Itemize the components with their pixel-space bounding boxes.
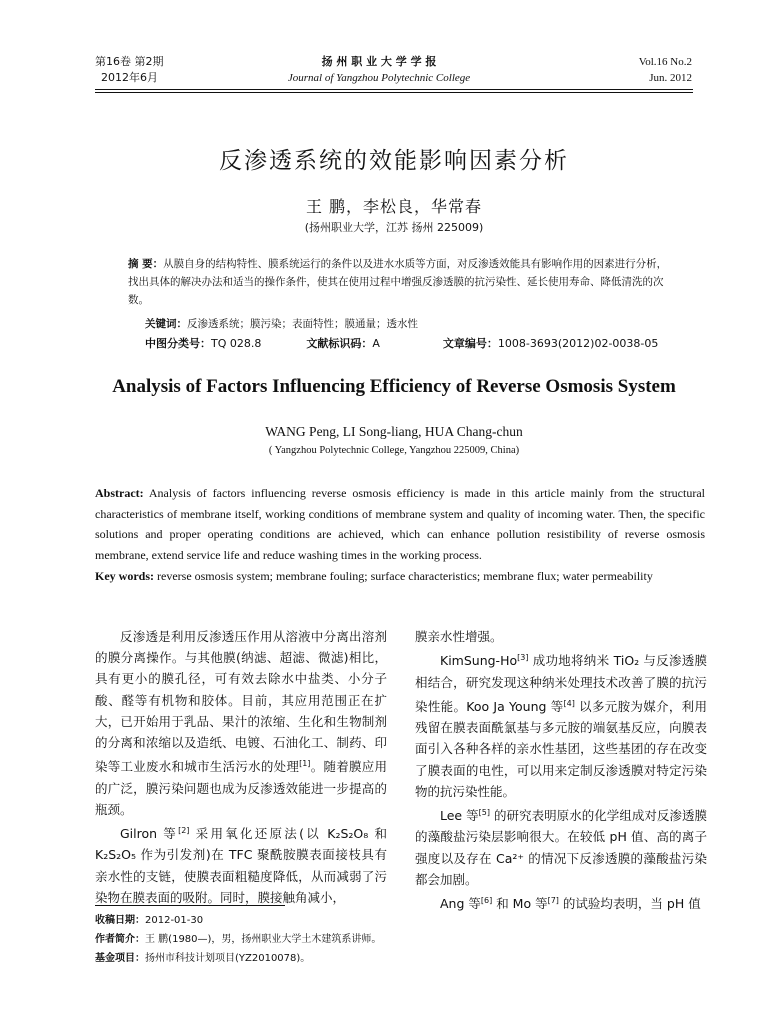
body-right-column bbox=[415, 626, 707, 914]
header-volume-en: Vol.16 No.2 bbox=[638, 56, 692, 68]
keywords-cn-text: 反渗透系统；膜污染；表面特性；膜通量；透水性 bbox=[187, 318, 418, 330]
keywords-en-text: reverse osmosis system; membrane fouling; surface characteristics; membrane flux; water permeability bbox=[154, 569, 653, 583]
abstract-en-label: Abstract: bbox=[95, 486, 144, 500]
body-right-paragraph-1: KimSung-Ho[3] 成功地将纳米 TiO₂ 与反渗透膜相结合，研究发现这种纳米处理技术改善了膜的抗污染性能。Koo Ja Young 等[4] 以多元胺为媒介，利用残留在膜表面酰氯基与多元胺的端氨基反应，向膜表面引入各种各样的亲水性基团，这些基团的存在改变了膜表面的电性，可以用来定制反渗透膜对特定污染物的抗污染性能。 bbox=[415, 653, 707, 799]
header-date-en: Jun. 2012 bbox=[649, 72, 692, 84]
abstract-en-text: Analysis of factors influencing reverse osmosis efficiency is made in this article mainly from the structural characteristics of membrane itself, working conditions of membrane system and quality of incoming water. Then, the specific solutions and proper operating conditions are achieved, which can enhance pollution resistibility of reverse osmosis membrane, extend service life and reduce washing times in the working process. bbox=[95, 486, 705, 562]
header-rule-top bbox=[95, 89, 693, 90]
abstract-cn-text: 从膜自身的结构特性、膜系统运行的条件以及进水水质等方面，对反渗透效能具有影响作用的因素进行分析，找出具体的解决办法和适当的操作条件，使其在使用过程中增强反渗透膜的抗污染性、延长使用寿命、降低清洗的次数。 bbox=[128, 258, 668, 306]
clc-value: TQ 028.8 bbox=[211, 337, 262, 350]
keywords-cn bbox=[145, 315, 675, 333]
body-right-paragraph-2: Lee 等[5] 的研究表明原水的化学组成对反渗透膜的藻酸盐污染层影响很大。在较低 pH 值、高的离子强度以及存在 Ca²⁺ 的情况下反渗透膜的藻酸盐污染都会加剧。 bbox=[415, 807, 707, 887]
doc-code-value: A bbox=[372, 337, 380, 350]
article-id-value: 1008-3693(2012)02-0038-05 bbox=[497, 337, 659, 350]
authors-cn: 王 鹏，李松良，华常春 bbox=[305, 197, 483, 216]
abstract-cn bbox=[128, 255, 676, 309]
footnote-fund: 基金项目：扬州市科技计划项目(YZ2010078)。 bbox=[95, 953, 311, 964]
title-cn: 反渗透系统的效能影响因素分析 bbox=[219, 148, 569, 174]
footnote-author: 作者简介：王 鹏(1980—)，男，扬州职业大学土木建筑系讲师。 bbox=[95, 934, 382, 945]
header-rule-bottom bbox=[95, 92, 693, 93]
footnote-rule bbox=[95, 905, 285, 906]
header-journal-cn: 扬 州 职 业 大 学 学 报 bbox=[321, 55, 437, 68]
header-volume-cn: 第16卷 第2期 bbox=[95, 55, 164, 68]
title-en: Analysis of Factors Influencing Efficiency of Reverse Osmosis System bbox=[112, 376, 676, 397]
article-id-label: 文章编号： bbox=[442, 337, 498, 350]
affiliation-cn: (扬州职业大学，江苏 扬州 225009) bbox=[304, 221, 484, 234]
body-left-paragraph-1: 反渗透是利用反渗透压作用从溶液中分离出溶剂的膜分离操作。与其他膜(纳滤、超滤、微滤)相比，具有更小的膜孔径，可有效去除水中盐类、小分子酸、醛等有机物和胶体。目前，其应用范围正在扩大，已开始用于乳品、果汁的浓缩、生化和生物制剂的分离和浓缩以及造纸、电镀、石油化工、制药、印染等工业废水和城市生活污水的处理[1]。随着膜应用的广泛，膜污染问题也成为反渗透效能进一步提高的瓶颈。 bbox=[95, 629, 387, 817]
header-date-cn: 2012年6月 bbox=[101, 71, 158, 84]
authors-en: WANG Peng, LI Song-liang, HUA Chang-chun bbox=[265, 424, 523, 439]
body-right-paragraph-3: Ang 等[6] 和 Mo 等[7] 的试验均表明，当 pH 值 bbox=[440, 895, 701, 912]
keywords-en-label: Key words: bbox=[95, 569, 154, 583]
citation-ref: [1] bbox=[299, 759, 311, 769]
citation-ref: [6] bbox=[480, 895, 493, 905]
citation-ref: [4] bbox=[563, 698, 575, 708]
header-journal-en: Journal of Yangzhou Polytechnic College bbox=[287, 72, 471, 84]
citation-ref: [7] bbox=[547, 895, 559, 905]
keywords-en bbox=[95, 566, 705, 587]
keywords-cn-label: 关键词： bbox=[145, 318, 187, 330]
footnote-received: 收稿日期：2012-01-30 bbox=[95, 915, 204, 926]
abstract-cn-label: 摘 要： bbox=[128, 258, 164, 270]
clc-label: 中图分类号： bbox=[145, 337, 211, 350]
body-left-paragraph-2: Gilron 等[2] 采用氧化还原法(以 K₂S₂O₈ 和 K₂S₂O₅ 作为引发剂)在 TFC 聚酰胺膜表面接枝具有亲水性的支链，使膜表面粗糙度降低，从而减弱了污染物在膜表面的吸附。同时，膜接触角减小， bbox=[95, 825, 387, 905]
abstract-en bbox=[95, 483, 705, 565]
classification-line bbox=[145, 335, 695, 351]
doc-code-label: 文献标识码： bbox=[306, 337, 373, 350]
affiliation-en: ( Yangzhou Polytechnic College, Yangzhou 225009, China) bbox=[268, 445, 520, 456]
citation-ref: [5] bbox=[478, 807, 491, 817]
body-right-paragraph-0: 膜亲水性增强。 bbox=[415, 629, 503, 644]
body-left-column bbox=[95, 626, 387, 908]
citation-ref: [2] bbox=[178, 825, 190, 835]
citation-ref: [3] bbox=[517, 653, 529, 663]
